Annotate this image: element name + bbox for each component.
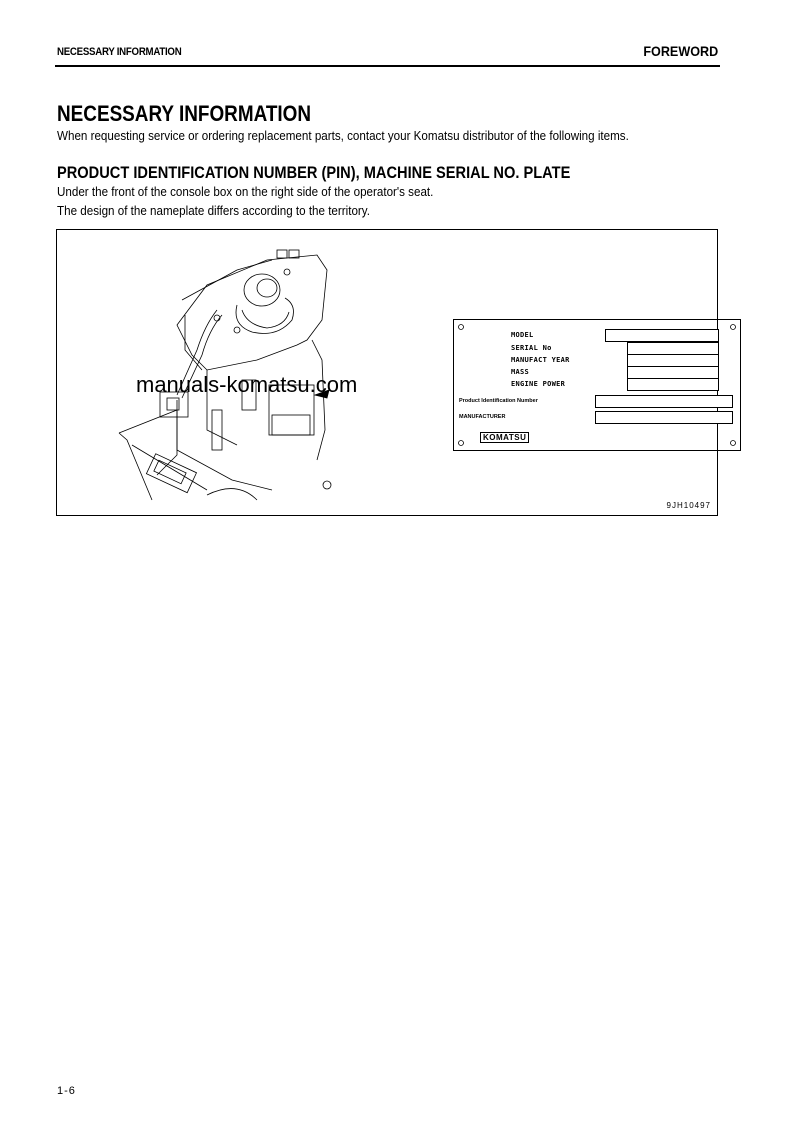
page-number: 1-6 xyxy=(57,1085,76,1097)
figure-box xyxy=(56,229,718,516)
header-rule xyxy=(55,65,720,67)
screw-hole-icon xyxy=(731,441,736,446)
mass-label: MASS xyxy=(511,368,530,376)
engine-power-field xyxy=(627,378,719,391)
manufact-year-label: MANUFACT YEAR xyxy=(511,356,570,364)
engine-power-label: ENGINE POWER xyxy=(511,380,566,388)
manufacturer-label: MANUFACTURER xyxy=(459,414,506,420)
pin-field xyxy=(595,395,733,408)
nameplate xyxy=(453,319,741,451)
figure-code: 9JH10497 xyxy=(666,501,711,510)
serial-label: SERIAL No xyxy=(511,344,552,352)
location-text: Under the front of the console box on the right side of the operator's seat. xyxy=(57,185,434,199)
header-chapter-label: FOREWORD xyxy=(643,43,718,59)
pin-label: Product Identification Number xyxy=(459,398,538,404)
intro-paragraph: When requesting service or ordering replacement parts, contact your Komatsu distributor of the following items. xyxy=(57,129,629,143)
page-title: NECESSARY INFORMATION xyxy=(57,101,312,126)
model-field xyxy=(605,329,719,342)
komatsu-logo: KOMATSU xyxy=(480,432,529,443)
manufacturer-field xyxy=(595,411,733,424)
subsection-title: PRODUCT IDENTIFICATION NUMBER (PIN), MACHINE SERIAL NO. PLATE xyxy=(57,163,571,182)
model-label: MODEL xyxy=(511,331,534,339)
header-section-label: NECESSARY INFORMATION xyxy=(57,46,182,58)
screw-hole-icon xyxy=(459,441,464,446)
watermark-text: manuals-komatsu.com xyxy=(136,372,358,397)
screw-hole-icon xyxy=(731,325,736,330)
screw-hole-icon xyxy=(459,325,464,330)
design-note-text: The design of the nameplate differs according to the territory. xyxy=(57,204,370,218)
